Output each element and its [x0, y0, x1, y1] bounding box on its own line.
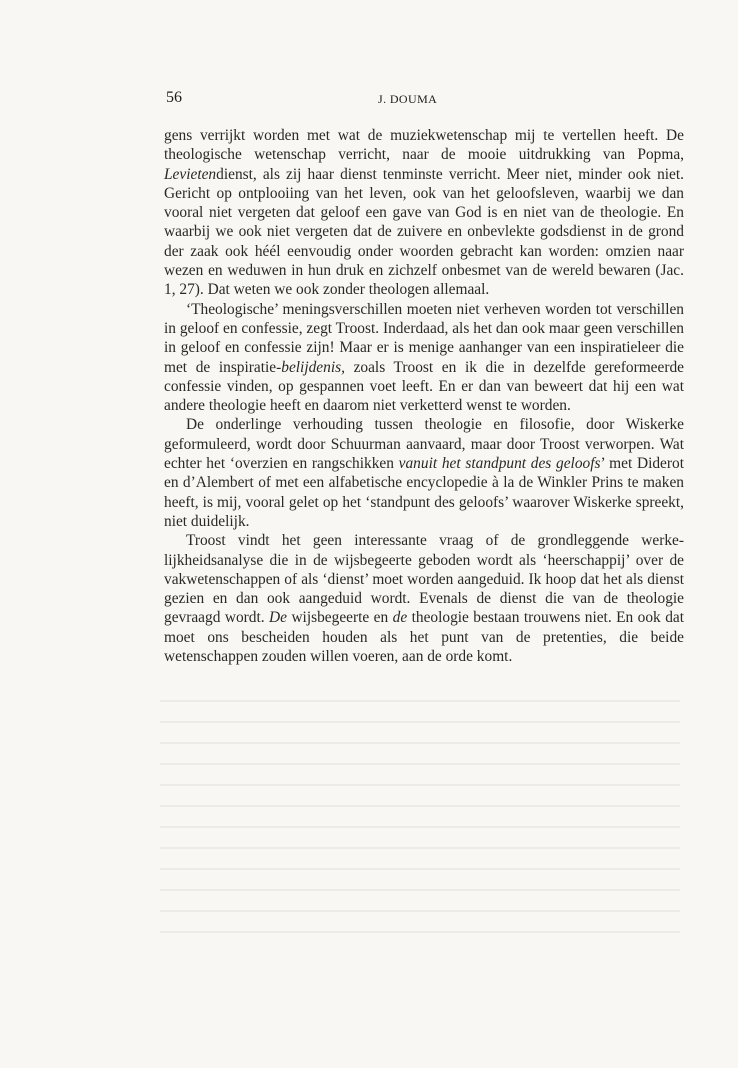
italic-segment: De	[269, 609, 287, 627]
paragraph	[164, 415, 684, 531]
text-segment: ’ met Diderot en d’Alembert of met een alfabetische encyclopedie à la de Winkler Prins te maken heeft, is mij, vooral gelet op het ‘standpunt des geloofs’ waarover Wiskerke spreekt, niet duidelijk.	[164, 455, 684, 530]
text-segment: wijsbegeerte en	[287, 609, 393, 627]
italic-segment: vanuit het standpunt des geloofs	[398, 455, 601, 473]
italic-segment: de	[392, 609, 408, 627]
text-segment: zoals Troost en ik die in dezelfde gereformeerde confessie vinden, op gespannen voet leeft. En er dan van beweert dat hij een wat andere theologie heeft en daarom niet verketterd wenst te worden.	[164, 358, 684, 415]
paragraph	[164, 126, 684, 300]
paragraph	[164, 531, 684, 666]
text-segment: De onderlinge verhouding tussen theologie en filosofie, door Wiskerke geformuleerd, wordt door Schuurman aanvaard, maar door Troost verworpen. Wat echter het ‘overzien en rangschikken	[164, 416, 684, 473]
italic-segment: Levieten	[164, 165, 217, 183]
paragraph	[164, 300, 684, 416]
text-segment: theologie bestaan trouwens niet. En ook dat moet ons bescheiden houden als het punt van de pretenties, die beide wetenschappen zouden willen voeren, aan de orde komt.	[164, 609, 684, 666]
text-segment: Troost vindt het geen interessante vraag of de grondleggende werkelijkheidsanalyse die in de wijsbegeerte geboden wordt als ‘heerschappij’ over de vakwetenschappen of als ‘dienst’ moet worden aangeduid. Ik hoop dat het als dienst gezien en dan ook aangeduid wordt. Evenals de dienst die van de theologie gevraagd wordt.	[164, 532, 684, 627]
italic-segment: belijdenis,	[281, 358, 345, 376]
page-header	[166, 89, 682, 109]
show-through-shadow	[160, 700, 680, 940]
text-segment: dienst, als zij haar dienst tenminste verricht. Meer niet, minder ook niet. Gericht op ontplooiing van het leven, ook van het geloofsleven, waarbij we dan vooral niet vergeten dat geloof een gave van God is en niet van de theologie. En waarbij we ook niet vergeten dat de zuivere en onbevlekte godsdienst in de grond der zaak ook héél eenvoudig onder woorden gebracht kan worden: omzien naar wezen en weduwen in hun druk en zichzelf onbesmet van de wereld bewaren (Jac. 1, 27). Dat weten we ook zonder theologen allemaal.	[164, 165, 684, 299]
running-head-author: J. DOUMA	[378, 92, 438, 106]
page-number: 56	[166, 89, 182, 106]
body-text	[164, 126, 684, 666]
text-segment: ‘Theologische’ meningsverschillen moeten niet verheven worden tot verschillen in geloof en confessie, zegt Troost. Inderdaad, als het dan ook maar geen verschillen in geloof en confessie zijn! Maar er is menige aanhanger van een inspiratieleer die met de inspiratie-	[164, 300, 684, 376]
text-segment: gens verrijkt worden met wat de muziekwetenschap mij te vertellen heeft. De theologische wetenschap verricht, naar de mooie uitdrukking van Popma,	[164, 127, 684, 164]
